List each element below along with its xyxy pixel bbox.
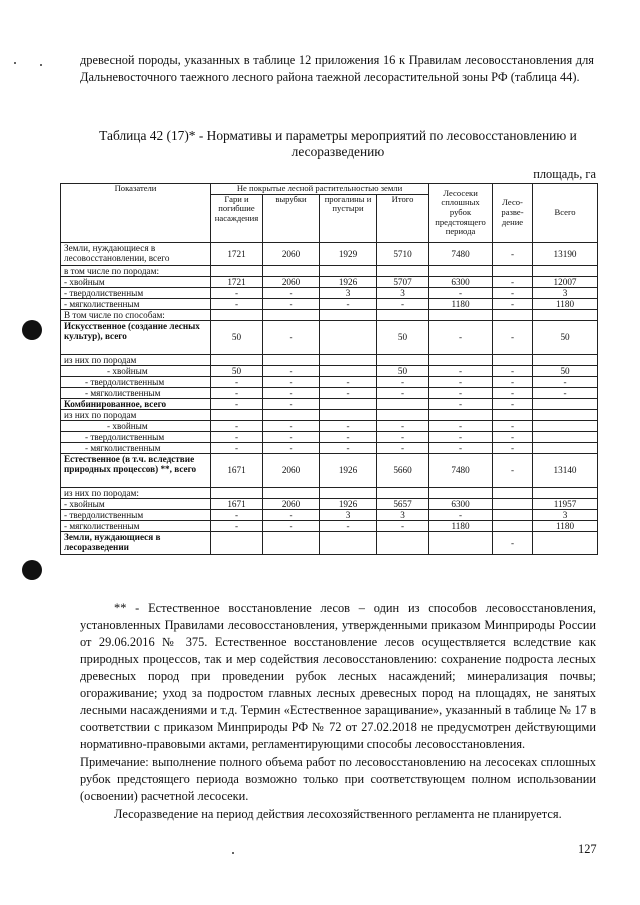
table-cell: -: [211, 398, 263, 409]
table-cell: 50: [211, 320, 263, 354]
table-row: [61, 242, 598, 265]
table-cell: -: [493, 365, 533, 376]
table-cell: [533, 354, 598, 365]
table-cell: [377, 531, 429, 554]
table-cell: 7480: [429, 242, 493, 265]
table-cell: -: [493, 376, 533, 387]
table-cell: [429, 309, 493, 320]
table-body: [61, 242, 598, 554]
table-cell: [211, 354, 263, 365]
table-cell: [493, 409, 533, 420]
row-label: Земли, нуждающиеся в лесоразведении: [61, 531, 211, 554]
table-cell: -: [493, 276, 533, 287]
table-cell: -: [493, 242, 533, 265]
table-row: [61, 376, 598, 387]
table-cell: [429, 531, 493, 554]
table-cell: [533, 487, 598, 498]
table-cell: 50: [533, 320, 598, 354]
row-label: - хвойным: [61, 276, 211, 287]
table-row: [61, 498, 598, 509]
table-cell: [377, 398, 429, 409]
table-cell: -: [493, 531, 533, 554]
intro-paragraph: [80, 52, 594, 86]
table-cell: [377, 354, 429, 365]
table-cell: 3: [377, 509, 429, 520]
table-cell: 2060: [263, 242, 320, 265]
table-row: [61, 387, 598, 398]
table-cell: -: [263, 431, 320, 442]
table-cell: [320, 354, 377, 365]
header-glades: прогалины и пустыри: [320, 194, 377, 242]
table-cell: [320, 398, 377, 409]
table-row: [61, 398, 598, 409]
notes-section: [80, 600, 596, 823]
table-cell: -: [211, 442, 263, 453]
note-paragraph: Примечание: выполнение полного объема работ по лесовосстановлению на лесосеках сплошных рубок предстоящего периода возможно только при соответствующем полном использовании (освоении) расчетной лесосеки.: [80, 755, 596, 803]
row-label: Комбинированное, всего: [61, 398, 211, 409]
table-cell: -: [320, 431, 377, 442]
table-cell: -: [493, 398, 533, 409]
table-row: [61, 409, 598, 420]
table-cell: [320, 320, 377, 354]
table-cell: -: [211, 287, 263, 298]
table-cell: -: [263, 387, 320, 398]
table-cell: [533, 431, 598, 442]
table-cell: -: [320, 387, 377, 398]
table-cell: -: [493, 442, 533, 453]
table-cell: [320, 265, 377, 276]
table-cell: 11957: [533, 498, 598, 509]
table-row: [61, 453, 598, 487]
table-cell: 1926: [320, 453, 377, 487]
table-cell: 1721: [211, 276, 263, 287]
table-cell: -: [493, 453, 533, 487]
table-cell: [211, 487, 263, 498]
table-cell: [377, 265, 429, 276]
row-label: Искусственное (создание лесных культур), всего: [61, 320, 211, 354]
header-total-uncovered: Итого: [377, 194, 429, 242]
table-row: [61, 487, 598, 498]
table-cell: 5660: [377, 453, 429, 487]
table-cell: 6300: [429, 276, 493, 287]
table-cell: [211, 531, 263, 554]
table-cell: [533, 409, 598, 420]
table-cell: 6300: [429, 498, 493, 509]
table-cell: -: [211, 420, 263, 431]
table-cell: -: [429, 431, 493, 442]
table-row: [61, 431, 598, 442]
table-cell: -: [320, 442, 377, 453]
table-cell: 1671: [211, 453, 263, 487]
table-cell: 3: [533, 509, 598, 520]
table-cell: -: [320, 420, 377, 431]
table-cell: 7480: [429, 453, 493, 487]
row-label: - мягколиственным: [61, 442, 211, 453]
table-row: [61, 309, 598, 320]
table-cell: [493, 520, 533, 531]
table-cell: -: [429, 398, 493, 409]
table-cell: 3: [533, 287, 598, 298]
table-cell: -: [263, 365, 320, 376]
header-uncovered-group: Не покрытые лесной растительностью земли: [211, 184, 429, 195]
table-cell: -: [377, 420, 429, 431]
table-cell: 3: [320, 287, 377, 298]
table-cell: -: [263, 298, 320, 309]
table-cell: 50: [211, 365, 263, 376]
table-cell: 5657: [377, 498, 429, 509]
table-cell: -: [211, 431, 263, 442]
table-cell: -: [211, 298, 263, 309]
header-afforestation: Лесо-разве-дение: [493, 184, 533, 243]
row-label: - мягколиственным: [61, 298, 211, 309]
row-label: - твердолиственным: [61, 376, 211, 387]
table-cell: -: [263, 442, 320, 453]
table-cell: 1929: [320, 242, 377, 265]
header-fires: Гари и погибшие насаждения: [211, 194, 263, 242]
table-cell: -: [263, 287, 320, 298]
table-cell: [320, 409, 377, 420]
row-label: - твердолиственным: [61, 287, 211, 298]
table-cell: -: [263, 320, 320, 354]
table-cell: -: [320, 298, 377, 309]
table-cell: [377, 487, 429, 498]
reforestation-norms-table: [60, 183, 598, 555]
table-cell: 50: [377, 320, 429, 354]
binder-hole-top: [22, 320, 42, 340]
binder-hole-bottom: [22, 560, 42, 580]
table-cell: 1180: [533, 298, 598, 309]
table-cell: -: [429, 442, 493, 453]
header-cuttings: вырубки: [263, 194, 320, 242]
table-cell: -: [493, 431, 533, 442]
table-cell: -: [493, 387, 533, 398]
footnote-paragraph: ** - Естественное восстановление лесов – один из способов лесовосстановления, установленных Правилами лесовосстановления, утвержденными приказом Минприроды России от 29.06.2016 № 375. Естественное восстановление лесов осуществляется вследствие как природных процессов, так и мер содействия лесовосстановлению: сохранение подроста лесных древесных пород при проведении рубок лесных насаждений; минерализация почвы; огораживание; уход за подростом главных лесных древесных пород на площадях, не занятых лесными насаждениями и т.д. Термин «Естественное заращивание», указанный в таблице № 17 в соответствии с приказом Минприроды РФ № 72 от 27.02.2018 не предусмотрен действующими нормативно-правовыми актами, регламентирующими способы лесовосстановления.: [80, 601, 596, 751]
table-cell: 2060: [263, 498, 320, 509]
table-cell: 5710: [377, 242, 429, 265]
row-label: из них по породам:: [61, 487, 211, 498]
header-cutting-areas: Лесосеки сплошных рубок предстоящего периода: [429, 184, 493, 243]
table-cell: -: [211, 376, 263, 387]
table-cell: [263, 409, 320, 420]
scan-speck: [14, 62, 16, 64]
table-cell: [429, 265, 493, 276]
table-cell: -: [263, 376, 320, 387]
table-cell: 1180: [533, 520, 598, 531]
table-cell: -: [429, 287, 493, 298]
table-cell: -: [263, 420, 320, 431]
table-cell: [377, 309, 429, 320]
table-row: [61, 298, 598, 309]
table-cell: [493, 498, 533, 509]
table-cell: [377, 409, 429, 420]
table-row: [61, 520, 598, 531]
table-cell: [211, 265, 263, 276]
table-cell: [211, 409, 263, 420]
table-caption: Таблица 42 (17)* - Нормативы и параметры мероприятий по лесовосстановлению и лесоразведению: [99, 128, 577, 159]
table-cell: -: [377, 298, 429, 309]
row-label: из них по породам: [61, 354, 211, 365]
table-cell: -: [493, 298, 533, 309]
table-cell: [263, 487, 320, 498]
table-cell: 1926: [320, 498, 377, 509]
table-cell: -: [493, 287, 533, 298]
row-label: - мягколиственным: [61, 387, 211, 398]
row-label: в том числе по породам:: [61, 265, 211, 276]
table-cell: [533, 398, 598, 409]
table-cell: -: [211, 509, 263, 520]
scan-speck: [232, 852, 234, 854]
table-cell: 12007: [533, 276, 598, 287]
table-cell: 50: [377, 365, 429, 376]
table-cell: [320, 487, 377, 498]
table-cell: [493, 487, 533, 498]
table-cell: 50: [533, 365, 598, 376]
row-label: - мягколиственным: [61, 520, 211, 531]
table-cell: [263, 354, 320, 365]
table-cell: 1721: [211, 242, 263, 265]
table-cell: [429, 409, 493, 420]
table-cell: 5707: [377, 276, 429, 287]
table-cell: -: [429, 509, 493, 520]
row-label: - твердолиственным: [61, 431, 211, 442]
table-cell: [493, 509, 533, 520]
intro-text: древесной породы, указанных в таблице 1⁠2 приложения 16 к Правилам лесовосстановления для Дальневосточного таежного лесного района таежной лесорастительной зоны РФ (таблица 44).: [80, 53, 594, 84]
scan-speck: [40, 64, 42, 66]
row-label: - хвойным: [61, 420, 211, 431]
table-cell: -: [429, 365, 493, 376]
table-cell: 2060: [263, 276, 320, 287]
table-cell: [533, 309, 598, 320]
table-row: [61, 442, 598, 453]
table-cell: -: [429, 420, 493, 431]
table-cell: [533, 265, 598, 276]
table-cell: [533, 531, 598, 554]
table-cell: 1926: [320, 276, 377, 287]
table-cell: 3: [377, 287, 429, 298]
table-cell: -: [429, 320, 493, 354]
table-cell: [533, 442, 598, 453]
row-label: В том числе по способам:: [61, 309, 211, 320]
table-row: [61, 287, 598, 298]
table-cell: 1180: [429, 520, 493, 531]
row-label: - твердолиственным: [61, 509, 211, 520]
table-cell: [320, 531, 377, 554]
area-unit-label: площадь, га: [533, 167, 596, 181]
table-cell: 3: [320, 509, 377, 520]
table-cell: -: [320, 520, 377, 531]
table-cell: -: [211, 387, 263, 398]
table-cell: -: [493, 420, 533, 431]
table-cell: [320, 365, 377, 376]
row-label: - хвойным: [61, 365, 211, 376]
table-cell: 1180: [429, 298, 493, 309]
table-cell: -: [211, 520, 263, 531]
table-cell: [211, 309, 263, 320]
table-cell: -: [533, 387, 598, 398]
table-cell: [263, 309, 320, 320]
table-cell: [493, 265, 533, 276]
table-cell: -: [429, 387, 493, 398]
table-cell: -: [377, 376, 429, 387]
table-cell: -: [377, 387, 429, 398]
table-cell: -: [263, 520, 320, 531]
table-cell: -: [493, 320, 533, 354]
table-cell: -: [533, 376, 598, 387]
table-cell: [263, 531, 320, 554]
table-row: [61, 276, 598, 287]
table-cell: [493, 309, 533, 320]
table-row: [61, 509, 598, 520]
table-cell: 13140: [533, 453, 598, 487]
table-row: [61, 531, 598, 554]
table-cell: 1671: [211, 498, 263, 509]
table-cell: 2060: [263, 453, 320, 487]
table-cell: [429, 487, 493, 498]
page-number: 127: [578, 842, 597, 856]
table-row: [61, 320, 598, 354]
table-cell: -: [377, 442, 429, 453]
table-cell: [533, 420, 598, 431]
table-cell: -: [377, 431, 429, 442]
table-cell: [429, 354, 493, 365]
header-indicators: Показатели: [61, 184, 211, 243]
table-cell: -: [377, 520, 429, 531]
row-label: из них по породам: [61, 409, 211, 420]
table-row: [61, 265, 598, 276]
table-row: [61, 365, 598, 376]
afforestation-paragraph: Лесоразведение на период действия лесохозяйственного регламента не планируется.: [114, 807, 562, 821]
table-row: [61, 354, 598, 365]
table-cell: -: [429, 376, 493, 387]
row-label: Земли, нуждающиеся в лесовосстановлении, всего: [61, 242, 211, 265]
table-cell: -: [263, 398, 320, 409]
table-cell: [493, 354, 533, 365]
table-cell: -: [263, 509, 320, 520]
table-row: [61, 420, 598, 431]
row-label: - хвойным: [61, 498, 211, 509]
table-cell: [263, 265, 320, 276]
table-cell: 13190: [533, 242, 598, 265]
table-cell: -: [320, 376, 377, 387]
table-cell: [320, 309, 377, 320]
row-label: Естественное (в т.ч. вследствие природных процессов) **, всего: [61, 453, 211, 487]
header-grand-total: Всего: [533, 184, 598, 243]
